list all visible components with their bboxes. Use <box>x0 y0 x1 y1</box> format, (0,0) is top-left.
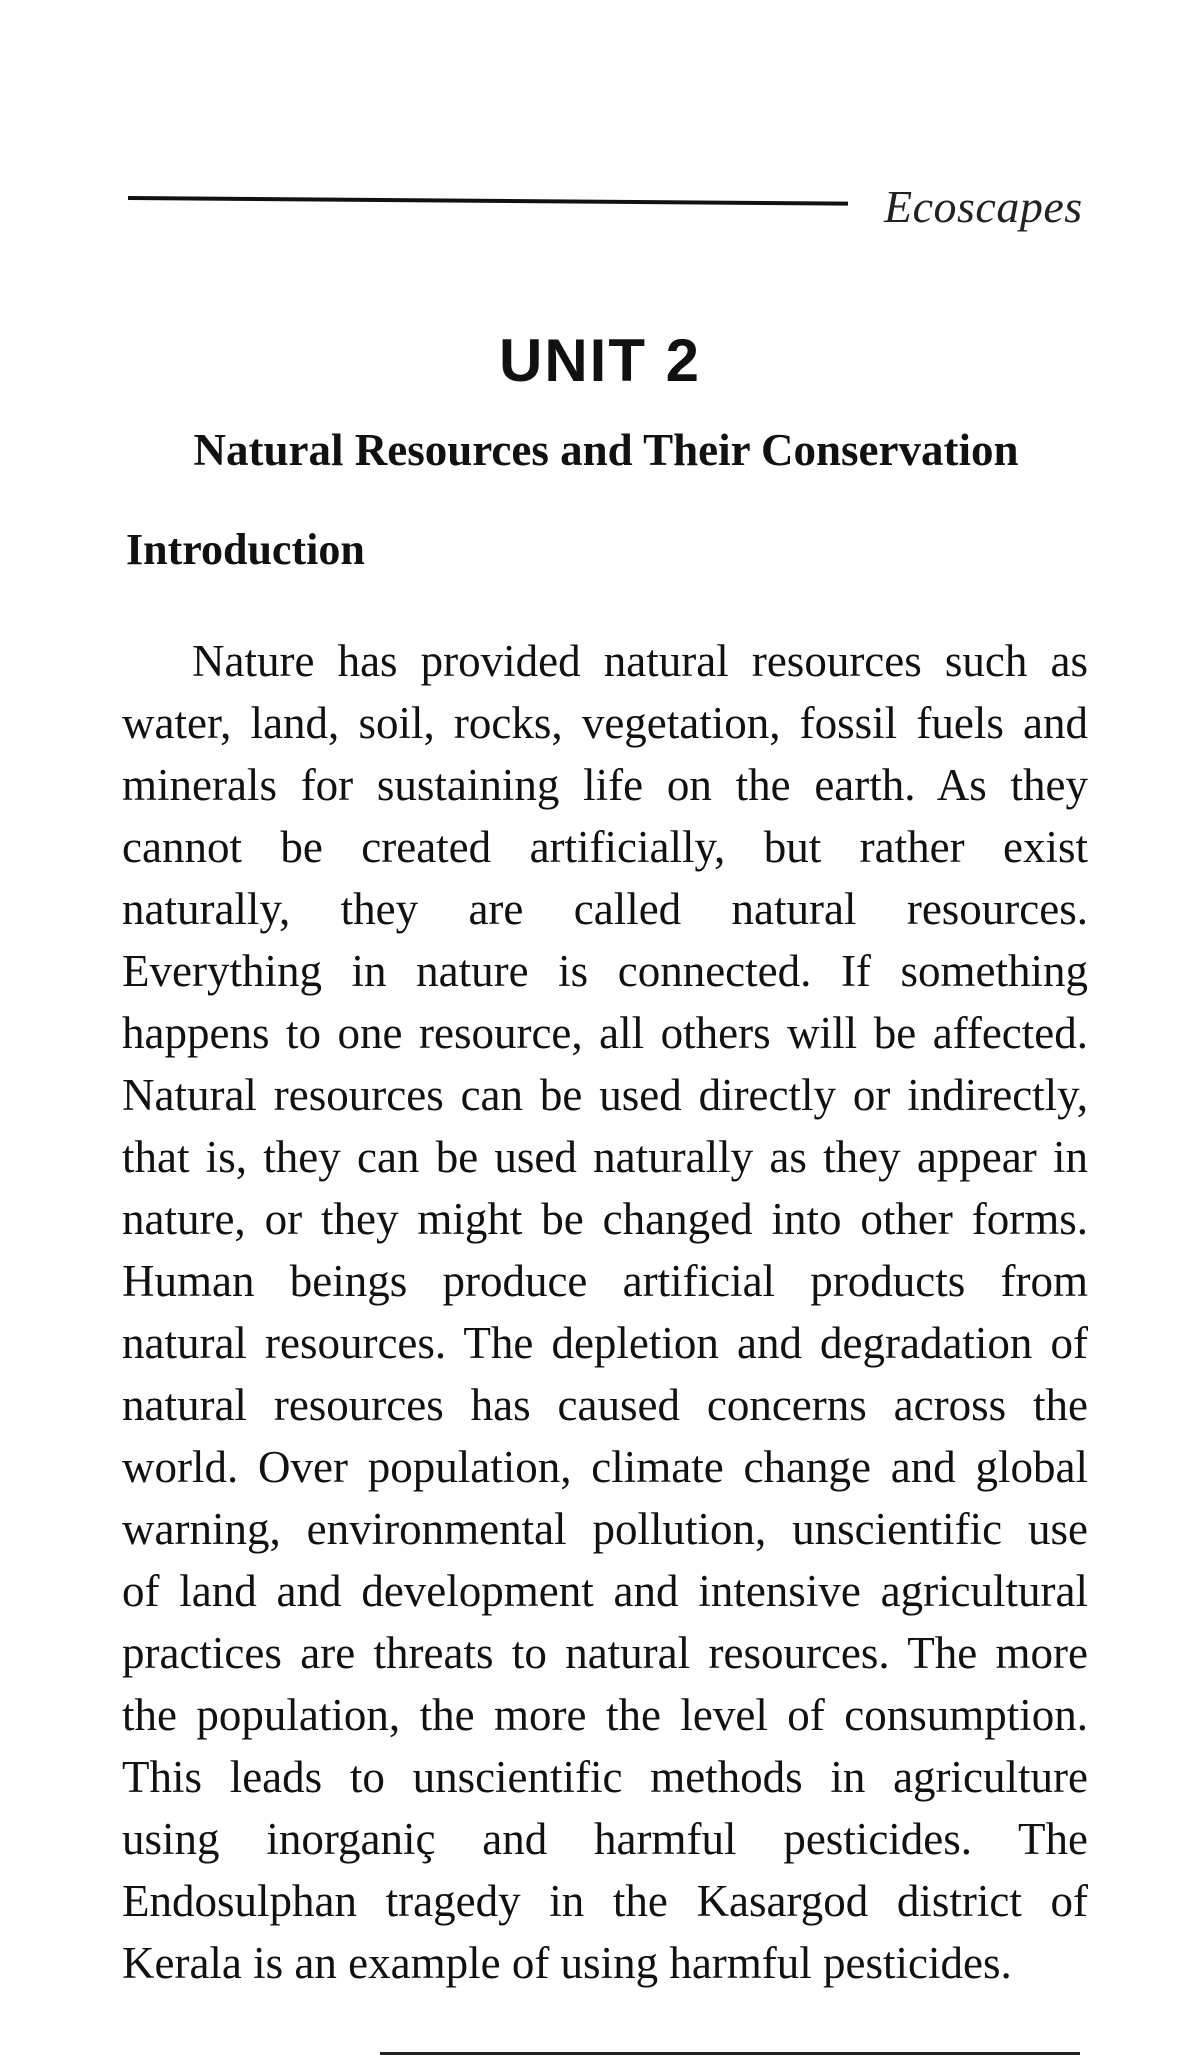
body-line: nature, or they might be changed into other forms. <box>122 1194 1088 1244</box>
header-rule <box>128 196 848 206</box>
body-line: naturally, they are called natural resources. <box>122 884 1088 934</box>
body-line: Natural resources can be used directly or indirectly, <box>122 1070 1088 1120</box>
body-line: that is, they can be used naturally as they appear in <box>122 1132 1088 1182</box>
body-line: water, land, soil, rocks, vegetation, fossil fuels and <box>122 698 1088 748</box>
body-line: Everything in nature is connected. If something <box>122 946 1088 996</box>
body-line: Kerala is an example of using harmful pesticides. <box>122 1938 1012 1988</box>
body-line: happens to one resource, all others will be affected. <box>122 1008 1088 1058</box>
running-head: Ecoscapes <box>884 181 1083 232</box>
body-line: using inorganiç and harmful pesticides. The <box>122 1814 1088 1864</box>
section-heading: Introduction <box>126 525 365 574</box>
body-line: Endosulphan tragedy in the Kasargod district of <box>122 1876 1088 1926</box>
chapter-title: Natural Resources and Their Conservation <box>193 425 1019 475</box>
body-line: This leads to unscientific methods in agriculture <box>122 1752 1088 1802</box>
body-line: Human beings produce artificial products from <box>122 1256 1088 1306</box>
unit-title: UNIT 2 <box>498 327 702 394</box>
body-line: natural resources. The depletion and degradation of <box>122 1318 1088 1368</box>
body-line: of land and development and intensive agricultural <box>122 1566 1088 1616</box>
body-line: warning, environmental pollution, unscientific use <box>122 1504 1088 1554</box>
body-line: natural resources has caused concerns across the <box>122 1380 1088 1430</box>
body-line: minerals for sustaining life on the earth. As they <box>122 760 1088 810</box>
body-paragraph <box>122 630 1088 1994</box>
body-line: Nature has provided natural resources such as <box>192 636 1088 686</box>
body-line: the population, the more the level of consumption. <box>122 1690 1088 1740</box>
body-line: cannot be created artificially, but rather exist <box>122 822 1088 872</box>
body-line: practices are threats to natural resources. The more <box>122 1628 1088 1678</box>
footer-rule <box>380 2052 1080 2055</box>
body-line: world. Over population, climate change and global <box>122 1442 1088 1492</box>
